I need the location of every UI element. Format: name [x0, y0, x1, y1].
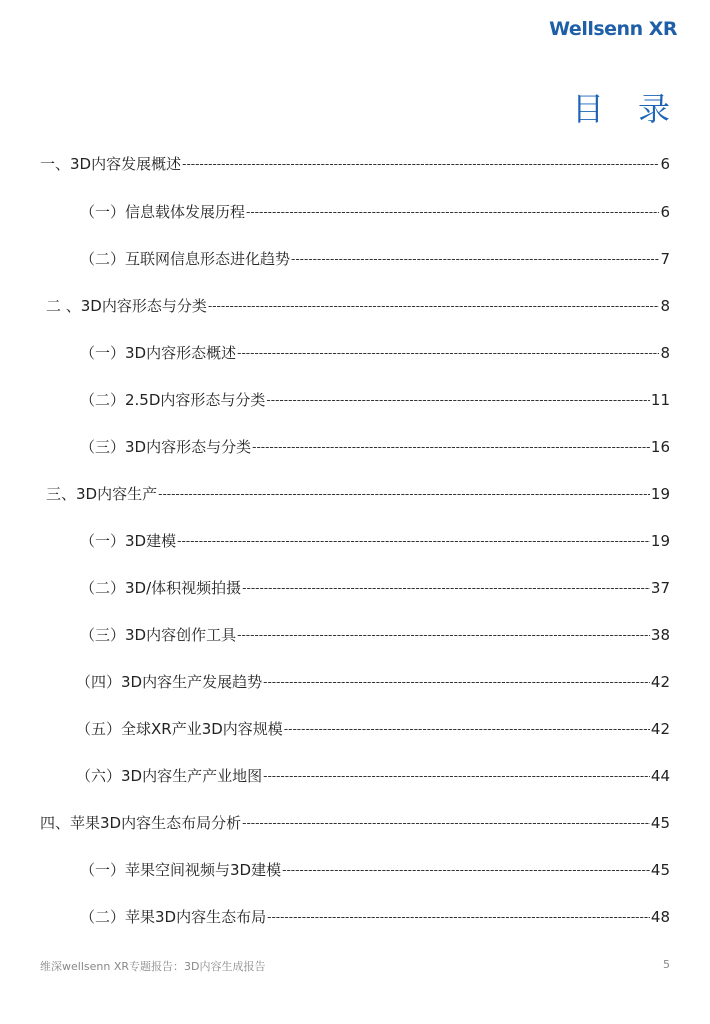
toc-leader-dots: [242, 578, 650, 598]
toc-entry-label: （一）3D内容形态概述: [80, 344, 237, 362]
toc-leader-dots: [291, 249, 659, 269]
toc-entry[interactable]: [80, 907, 670, 927]
toc-leader-dots: [208, 296, 660, 316]
toc-entry[interactable]: [80, 625, 670, 645]
toc-leader-dots: [284, 719, 650, 739]
toc-entry[interactable]: [80, 578, 670, 598]
toc-entry-page: 38: [650, 626, 670, 644]
toc-entry-label: 三、3D内容生产: [46, 485, 158, 503]
toc-entry[interactable]: [46, 484, 670, 504]
toc-entry-page: 8: [660, 344, 670, 362]
toc-entry-label: （二）互联网信息形态进化趋势: [80, 250, 291, 268]
toc-entry-label: （一）信息载体发展历程: [80, 203, 246, 221]
toc-entry[interactable]: [80, 437, 670, 457]
toc-entry[interactable]: [76, 719, 670, 739]
toc-entry-label: （一）3D建模: [80, 532, 177, 550]
toc-leader-dots: [177, 531, 650, 551]
toc-entry-page: 19: [650, 485, 670, 503]
toc-entry-label: （二）3D/体积视频拍摄: [80, 579, 242, 597]
toc-entry-page: 7: [660, 250, 670, 268]
toc-entry-label: （五）全球XR产业3D内容规模: [76, 720, 283, 738]
toc-entry-page: 42: [650, 673, 670, 691]
toc-entry[interactable]: [80, 343, 670, 363]
toc-entry-label: 四、苹果3D内容生态布局分析: [40, 814, 242, 832]
toc-leader-dots: [252, 437, 650, 457]
page-title: 目录: [571, 90, 704, 128]
toc-entry-label: （二）2.5D内容形态与分类: [80, 391, 266, 409]
toc-leader-dots: [263, 766, 650, 786]
toc-entry-page: 8: [660, 297, 670, 315]
toc-entry-page: 42: [650, 720, 670, 738]
toc-entry[interactable]: [40, 813, 670, 833]
toc-entry-label: （六）3D内容生产产业地图: [76, 767, 263, 785]
toc-leader-dots: [267, 907, 650, 927]
toc-entry-page: 45: [650, 814, 670, 832]
toc-entry[interactable]: [46, 296, 670, 316]
toc-entry-page: 6: [660, 155, 670, 173]
page-number: 5: [663, 958, 670, 971]
toc-entry[interactable]: [80, 531, 670, 551]
footer-report-title: 维深wellsenn XR专题报告：3D内容生成报告: [40, 960, 266, 973]
toc-entry[interactable]: [40, 154, 670, 174]
brand-logo: [549, 18, 677, 40]
toc-entry-label: （一）苹果空间视频与3D建模: [80, 861, 282, 879]
toc-entry[interactable]: [80, 202, 670, 222]
toc-entry-label: （三）3D内容创作工具: [80, 626, 237, 644]
toc-leader-dots: [242, 813, 650, 833]
toc-entry-label: 二 、3D内容形态与分类: [46, 297, 207, 315]
toc-leader-dots: [266, 390, 649, 410]
toc-entry-page: 45: [650, 861, 670, 879]
toc-leader-dots: [237, 625, 650, 645]
toc-entry-label: （二）苹果3D内容生态布局: [80, 908, 267, 926]
toc-entry-page: 16: [650, 438, 670, 456]
toc-leader-dots: [182, 154, 659, 174]
toc-entry[interactable]: [80, 390, 670, 410]
toc-entry-page: 44: [650, 767, 670, 785]
toc-leader-dots: [158, 484, 650, 504]
toc-entry-page: 11: [650, 391, 670, 409]
logo-text: Wellsenn XR: [549, 18, 677, 40]
toc-entry-label: （三）3D内容形态与分类: [80, 438, 252, 456]
toc-entry[interactable]: [80, 860, 670, 880]
toc-entry[interactable]: [76, 766, 670, 786]
toc-entry-page: 19: [650, 532, 670, 550]
toc-leader-dots: [263, 672, 650, 692]
toc-leader-dots: [237, 343, 659, 363]
toc-leader-dots: [282, 860, 650, 880]
toc-leader-dots: [246, 202, 659, 222]
toc-entry-page: 6: [660, 203, 670, 221]
toc-entry-page: 48: [650, 908, 670, 926]
toc-entry-page: 37: [650, 579, 670, 597]
toc-entry-label: 一、3D内容发展概述: [40, 155, 182, 173]
toc-entry[interactable]: [80, 249, 670, 269]
toc-entry[interactable]: [76, 672, 670, 692]
toc-entry-label: （四）3D内容生产发展趋势: [76, 673, 263, 691]
